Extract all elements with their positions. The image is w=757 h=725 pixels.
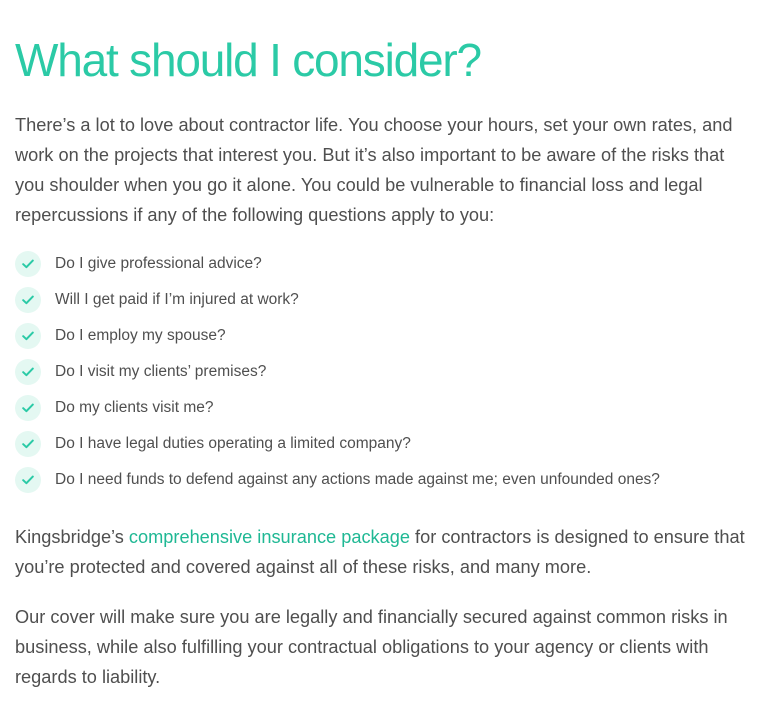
- page-title: What should I consider?: [15, 34, 481, 86]
- check-icon: [15, 395, 41, 421]
- list-item: [15, 246, 757, 282]
- list-item: [15, 426, 757, 462]
- cover-paragraph: Our cover will make sure you are legally and financially secured against common risks in business, while also fulfilling your contractual obligations to your agency or clients with regards to liability.: [15, 607, 728, 687]
- check-icon: [15, 359, 41, 385]
- list-item-label: Do my clients visit me?: [55, 399, 214, 416]
- considerations-checklist: [15, 246, 757, 498]
- intro-paragraph: There’s a lot to love about contractor life. You choose your hours, set your own rates, and work on the projects that interest you. But it’s also important to be aware of the risks that you shoulder when you go it alone. You could be vulnerable to financial loss and legal repercussions if any of the following questions apply to you:: [15, 115, 733, 225]
- package-text-after: for contractors is designed to ensure that you’re protected and covered against all of these risks, and many more.: [15, 527, 745, 577]
- check-icon: [15, 467, 41, 493]
- list-item: [15, 318, 757, 354]
- list-item-label: Will I get paid if I’m injured at work?: [55, 291, 299, 308]
- list-item-label: Do I have legal duties operating a limited company?: [55, 435, 411, 452]
- check-icon: [15, 287, 41, 313]
- insurance-package-link[interactable]: comprehensive insurance package: [128, 527, 410, 547]
- list-item-label: Do I employ my spouse?: [55, 327, 226, 344]
- list-item: [15, 354, 757, 390]
- check-icon: [15, 431, 41, 457]
- list-item-label: Do I visit my clients’ premises?: [55, 363, 267, 380]
- package-paragraph: [15, 522, 757, 582]
- package-text-before: Kingsbridge’s: [15, 527, 129, 547]
- list-item-label: Do I need funds to defend against any actions made against me; even unfounded ones?: [55, 471, 660, 488]
- list-item: [15, 390, 757, 426]
- list-item-label: Do I give professional advice?: [55, 255, 262, 272]
- list-item: [15, 282, 757, 318]
- list-item: [15, 462, 757, 498]
- check-icon: [15, 251, 41, 277]
- check-icon: [15, 323, 41, 349]
